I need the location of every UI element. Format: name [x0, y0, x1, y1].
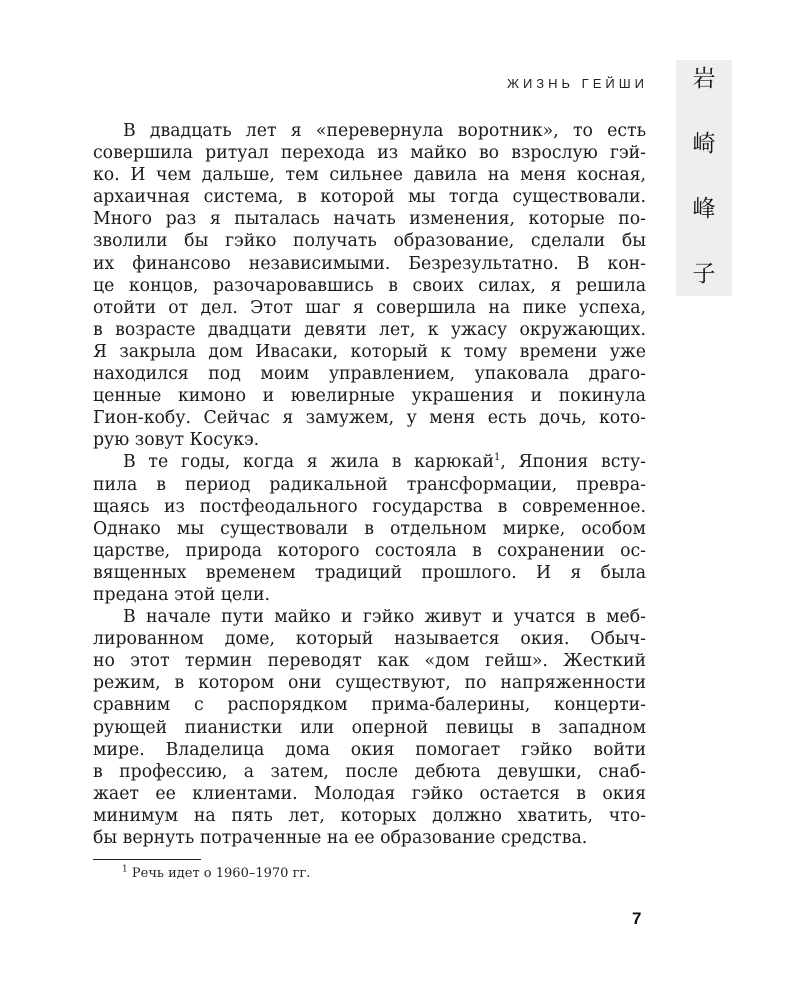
- text-line: ко. И чем дальше, тем сильнее давила на меня косная,: [93, 165, 646, 186]
- text-line-with-footnote-ref: [93, 451, 646, 473]
- text-line: Много раз я пыталась начать изменения, которые по-: [93, 209, 646, 230]
- text-line: В начале пути майко и гэйко живут и учатся в меб-: [123, 607, 646, 628]
- text-line: пила в период радикальной трансформации, превра-: [93, 474, 646, 495]
- footnote-rule: [93, 859, 201, 860]
- text-line-start: В те годы, когда я жила в карюкай: [123, 452, 494, 473]
- text-line: царстве, природа которого состояла в сохранении ос-: [93, 540, 646, 561]
- text-line: лированном доме, который называется окия. Обыч-: [93, 629, 646, 650]
- footnote-text: Речь идет о 1960–1970 гг.: [131, 866, 311, 881]
- text-line: рую зовут Косукэ.: [93, 430, 260, 451]
- text-line: отойти от дел. Этот шаг я совершила на пике успеха,: [93, 297, 646, 318]
- footnote: [122, 866, 310, 881]
- text-line: жает ее клиентами. Молодая гэйко остается в окия: [93, 783, 646, 804]
- text-line: предана этой цели.: [93, 584, 271, 605]
- text-line: мире. Владелица дома окия помогает гэйко войти: [93, 739, 646, 760]
- text-line: но этот термин переводят как «дом гейш». Жесткий: [93, 651, 646, 672]
- text-line: щаясь из постфеодального государства в современное.: [93, 496, 646, 517]
- side-tab-char: 子: [692, 261, 716, 287]
- text-line: В двадцать лет я «перевернула воротник», то есть: [123, 121, 646, 141]
- text-line: режим, в котором они существуют, по напряженности: [93, 673, 646, 694]
- side-tab-char: 岩: [692, 66, 716, 92]
- text-line: их финансово независимыми. Безрезультатно. В кон-: [93, 253, 646, 274]
- footnote-marker: 1: [122, 864, 128, 875]
- text-line-end: , Япония всту-: [500, 452, 646, 473]
- side-tab-char: 崎: [692, 131, 716, 157]
- text-line: совершила ритуал перехода из майко во взрослую гэй-: [93, 143, 646, 164]
- side-tab: [676, 60, 732, 296]
- text-line: архаичная система, в которой мы тогда существовали.: [93, 187, 646, 208]
- text-line: сравним с распорядком прима-балерины, концерти-: [93, 695, 646, 716]
- running-head: ЖИЗНЬ ГЕЙШИ: [506, 76, 648, 91]
- text-line: Я закрыла дом Ивасаки, который к тому времени уже: [93, 341, 646, 362]
- side-tab-char: 峰: [692, 196, 716, 222]
- text-line: ценные кимоно и ювелирные украшения и покинула: [93, 386, 646, 407]
- text-line: зволили бы гэйко получать образование, сделали бы: [93, 231, 646, 252]
- text-line: в возрасте двадцати девяти лет, к ужасу окружающих.: [93, 319, 646, 340]
- text-line: бы вернуть потраченные на ее образование средства.: [93, 828, 588, 848]
- text-line: Гион-кобу. Сейчас я замужем, у меня есть дочь, кото-: [93, 408, 646, 429]
- page-number: 7: [632, 909, 642, 928]
- text-line: вященных временем традиций прошлого. И я была: [93, 562, 646, 583]
- text-line: в профессию, а затем, после дебюта девушки, снаб-: [93, 761, 646, 782]
- footnote-ref: 1: [493, 452, 501, 464]
- body-text: [93, 120, 646, 849]
- text-line: Однако мы существовали в отдельном мирке, особом: [93, 518, 646, 539]
- text-line: рующей пианистки или оперной певицы в западном: [93, 717, 646, 738]
- text-line: находился под моим управлением, упаковала драго-: [93, 364, 646, 385]
- text-line: минимум на пять лет, которых должно хватить, что-: [93, 805, 646, 826]
- text-line: це концов, разочаровавшись в своих силах, я решила: [93, 275, 646, 296]
